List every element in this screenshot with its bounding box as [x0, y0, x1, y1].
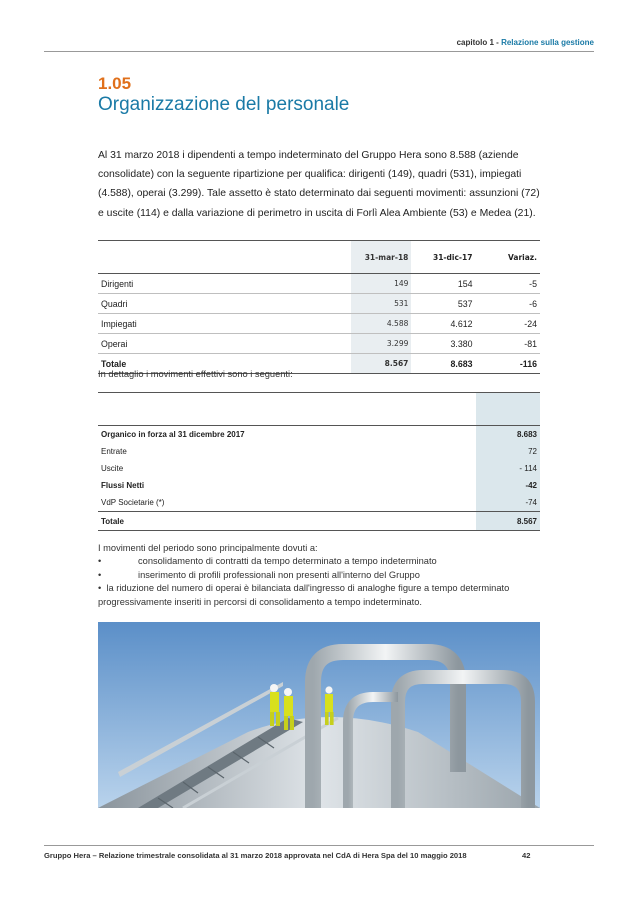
table-total-row: Totale 8.567: [98, 512, 540, 531]
bullet-icon: •: [98, 569, 102, 580]
footer-divider: [44, 845, 594, 846]
table-row: Impiegati 4.588 4.612 -24: [98, 314, 540, 334]
bullet-icon: •: [98, 583, 102, 594]
table-header-row: [98, 393, 540, 426]
table-row: Dirigenti 149 154 -5: [98, 274, 540, 294]
industrial-tank-photo: [98, 622, 540, 808]
table-row: Quadri 531 537 -6: [98, 294, 540, 314]
table-row: Uscite - 114: [98, 460, 540, 477]
list-item: • consolidamento di contratti da tempo determinato a tempo indeterminato: [98, 555, 540, 568]
detail-intro: In dettaglio i movimenti effettivi sono i seguenti:: [98, 369, 293, 379]
chapter-label: capitolo 1 -: [456, 38, 499, 47]
table-row: VdP Societarie (*) -74: [98, 494, 540, 512]
section-title: Organizzazione del personale: [98, 94, 350, 115]
page-number: 42: [522, 851, 531, 860]
list-item: • inserimento di profili professionali non presenti all'interno del Gruppo: [98, 569, 540, 582]
table-row: Entrate 72: [98, 443, 540, 460]
movements-list: [98, 542, 540, 609]
table-row: Operai 3.299 3.380 -81: [98, 334, 540, 354]
photo-illustration: [98, 622, 540, 808]
header-divider: [44, 51, 594, 52]
col-header-31-mar-18: 31-mar-18: [351, 241, 411, 274]
intro-paragraph: Al 31 marzo 2018 i dipendenti a tempo indeterminato del Gruppo Hera sono 8.588 (aziende consolidate) con la seguente ripartizione per qualifica: dirigenti (149), quadri (531), impiegati (4.588), operai (3.299). Tale assetto è stato determinato dai seguenti movimenti: assunzioni (72) e uscite (114) e dalla variazione di perimetro in uscita di Forlì Alea Ambiente (53) e Medea (21).: [98, 150, 540, 219]
page-header: [457, 38, 594, 47]
qualifica-table: [98, 240, 540, 374]
bullet-icon: •: [98, 556, 102, 567]
list-item: • la riduzione del numero di operai è bilanciata dall'ingresso di analoghe figure a tempo determinato progressivamente inseriti in percorsi di consolidamento a tempo indeterminato.: [98, 583, 510, 607]
table-row: Organico in forza al 31 dicembre 2017 8.683: [98, 426, 540, 444]
movements-intro: I movimenti del periodo sono principalmente dovuti a:: [98, 543, 318, 553]
table-row: Flussi Netti -42: [98, 477, 540, 494]
table-header-row: [98, 241, 540, 274]
section-number: 1.05: [98, 74, 132, 93]
col-header-variazione: Variaz.: [476, 241, 541, 274]
col-header-31-dic-17: 31-dic-17: [411, 241, 475, 274]
footer-text: Gruppo Hera – Relazione trimestrale consolidata al 31 marzo 2018 approvata nel CdA di Hera Spa del 10 maggio 2018: [44, 851, 467, 860]
table-total-row: Totale 8.567 8.683 -116: [98, 354, 540, 374]
movimenti-table: [98, 392, 540, 531]
section-label: Relazione sulla gestione: [501, 38, 594, 47]
